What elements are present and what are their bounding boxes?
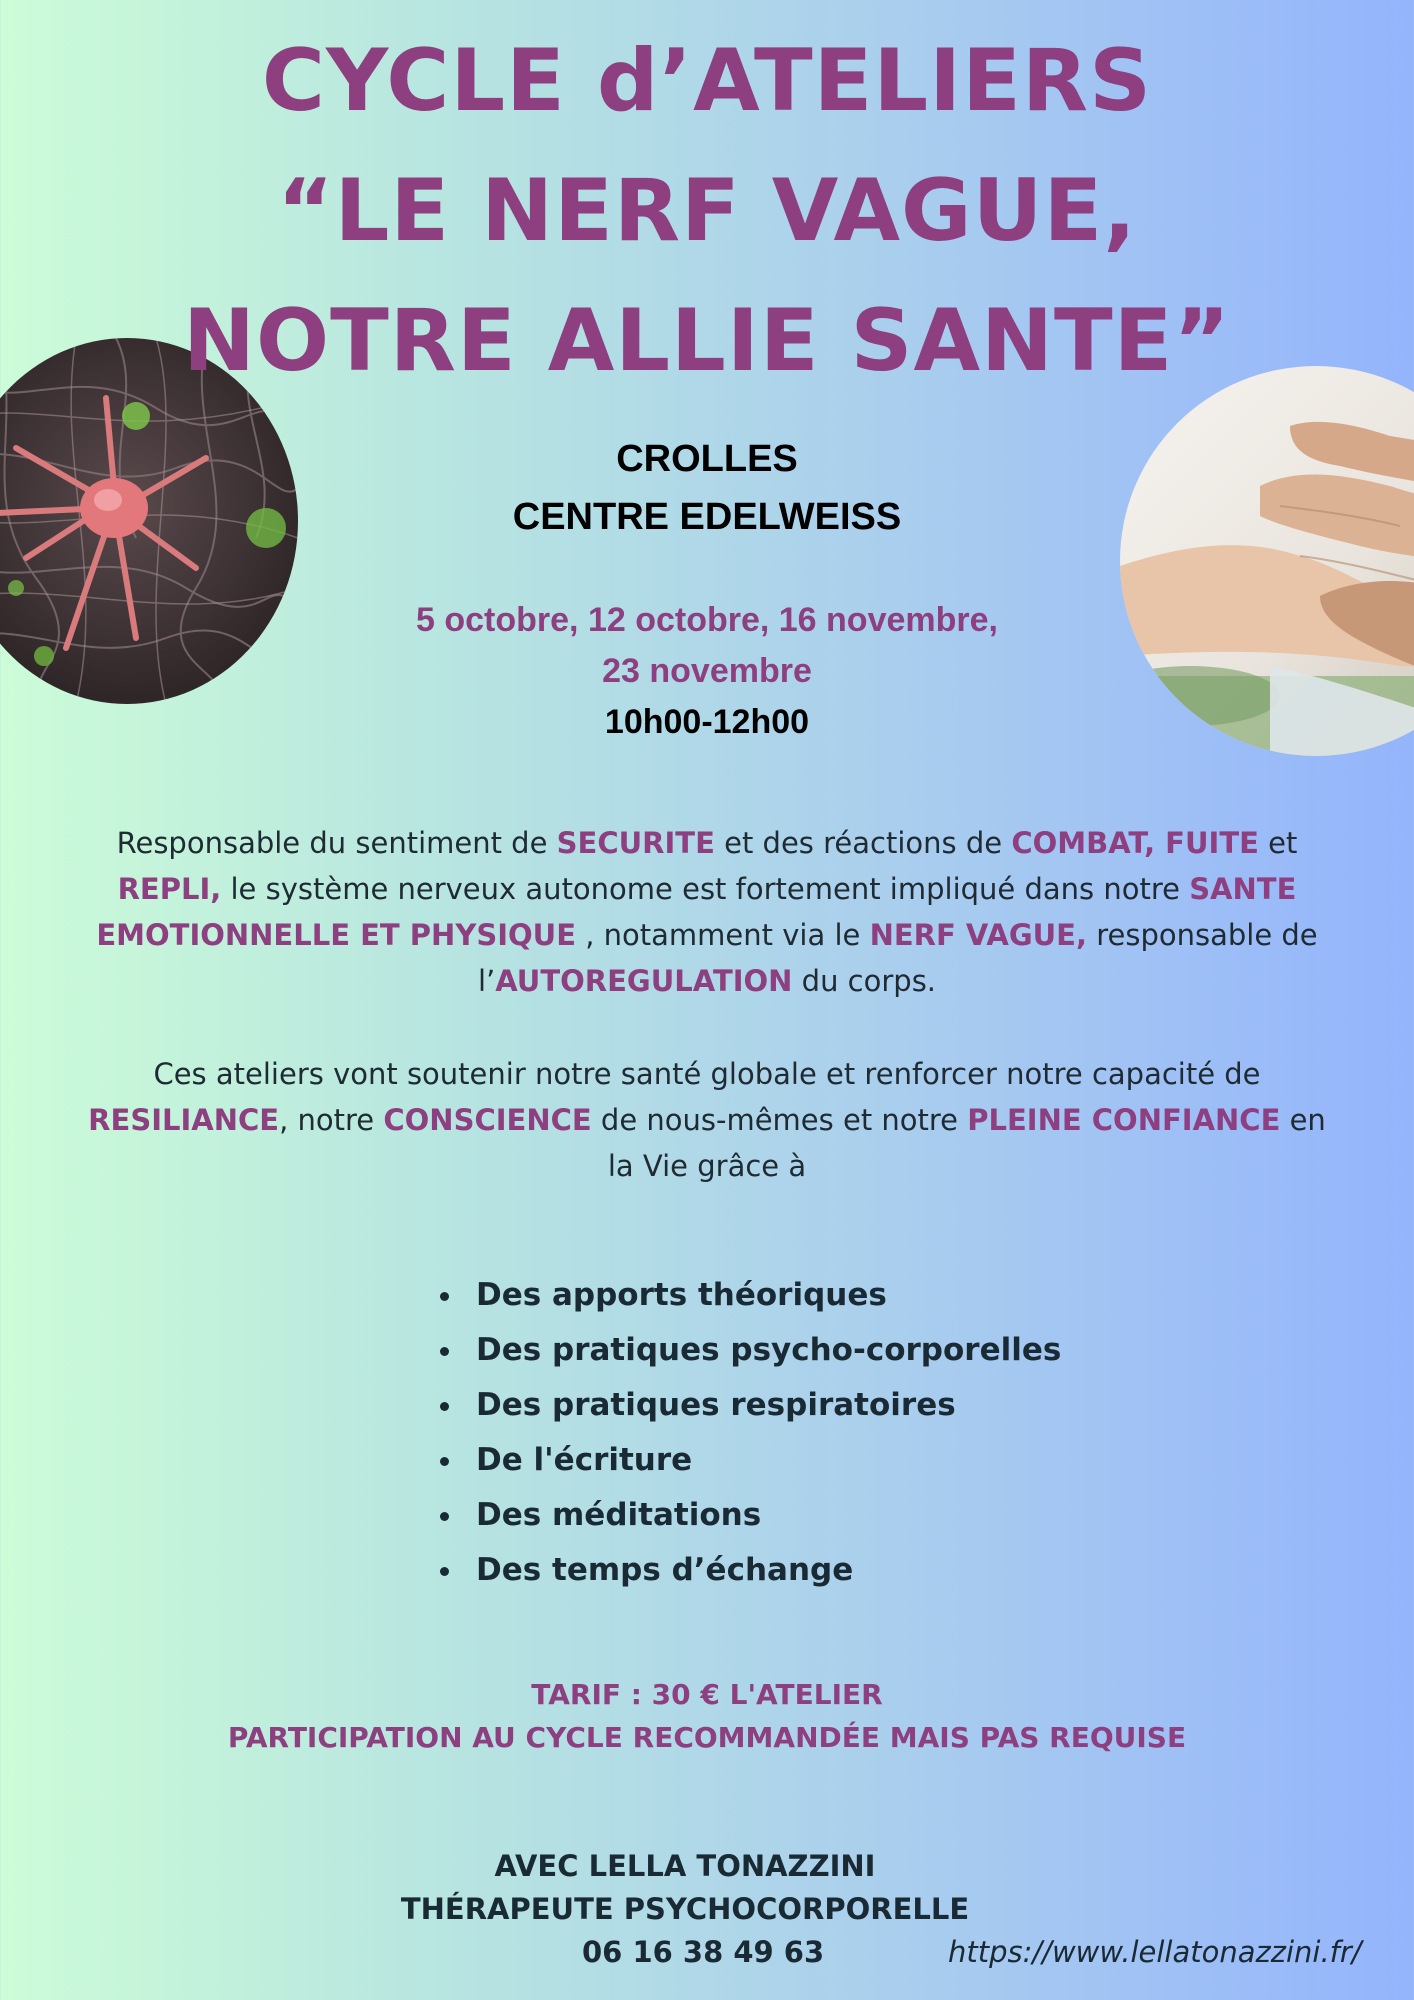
intro-paragraph bbox=[75, 820, 1339, 1004]
support-paragraph bbox=[75, 1051, 1339, 1189]
bullet-icon bbox=[440, 1347, 449, 1356]
contact-phone[interactable]: 06 16 38 49 63 bbox=[582, 1935, 825, 1969]
support-text: Ces ateliers vont soutenir notre santé globale et renforcer notre capacité de bbox=[153, 1057, 1261, 1091]
title-line-3: NOTRE ALLIE SANTE” bbox=[183, 291, 1231, 391]
list-item bbox=[440, 1378, 1140, 1433]
bullet-icon bbox=[440, 1567, 449, 1576]
list-item bbox=[440, 1268, 1140, 1323]
list-item bbox=[440, 1488, 1140, 1543]
activity-label: Des pratiques respiratoires bbox=[476, 1387, 956, 1423]
pricing-tarif: TARIF : 30 € L'ATELIER bbox=[531, 1678, 883, 1711]
contact-role: THÉRAPEUTE PSYCHOCORPORELLE bbox=[400, 1892, 970, 1926]
hours: 10h00-12h00 bbox=[604, 703, 810, 741]
highlight-pleine-confiance: PLEINE CONFIANCE bbox=[967, 1103, 1281, 1137]
contact-website-link[interactable]: https://www.lellatonazzini.fr/ bbox=[948, 1935, 1362, 1969]
hands-illustration bbox=[1120, 366, 1414, 756]
intro-text: Responsable du sentiment de bbox=[116, 826, 557, 860]
highlight-repli: REPLI, bbox=[117, 872, 222, 906]
activity-label: Des apports théoriques bbox=[476, 1277, 887, 1313]
activity-label: De l'écriture bbox=[476, 1442, 693, 1478]
activity-label: Des méditations bbox=[476, 1497, 762, 1533]
highlight-autoregulation: AUTOREGULATION bbox=[495, 964, 793, 998]
bullet-icon bbox=[440, 1457, 449, 1466]
title-line-1: CYCLE d’ATELIERS bbox=[261, 31, 1153, 131]
activities-list bbox=[440, 1268, 1140, 1598]
support-text: de nous-mêmes et notre bbox=[591, 1103, 968, 1137]
intro-text: responsable de l’ bbox=[477, 918, 1318, 998]
location-venue: CENTRE EDELWEISS bbox=[512, 496, 902, 538]
contact-name: AVEC LELLA TONAZZINI bbox=[494, 1849, 876, 1883]
highlight-securite: SECURITE bbox=[556, 826, 715, 860]
intro-text: et bbox=[1258, 826, 1298, 860]
intro-text: du corps. bbox=[792, 964, 937, 998]
highlight-resiliance: RESILIANCE bbox=[88, 1103, 280, 1137]
list-item bbox=[440, 1433, 1140, 1488]
support-text: en la Vie grâce à bbox=[607, 1103, 1326, 1183]
bullet-icon bbox=[440, 1292, 449, 1301]
intro-text: le système nerveux autonome est fortement impliqué dans notre bbox=[221, 872, 1190, 906]
hands-image bbox=[1120, 366, 1414, 756]
highlight-combat-fuite: COMBAT, FUITE bbox=[1011, 826, 1259, 860]
title-line-2: “LE NERF VAGUE, bbox=[277, 161, 1137, 261]
highlight-sante: SANTE EMOTIONNELLE ET PHYSIQUE bbox=[96, 872, 1297, 952]
pricing-note: PARTICIPATION AU CYCLE RECOMMANDÉE MAIS PAS REQUISE bbox=[227, 1721, 1187, 1754]
list-item bbox=[440, 1323, 1140, 1378]
bullet-icon bbox=[440, 1402, 449, 1411]
highlight-nerf-vague: NERF VAGUE, bbox=[869, 918, 1087, 952]
activity-label: Des pratiques psycho-corporelles bbox=[476, 1332, 1062, 1368]
intro-text: et des réactions de bbox=[714, 826, 1012, 860]
dates-line-2: 23 novembre bbox=[602, 652, 812, 690]
list-item bbox=[440, 1543, 1140, 1598]
intro-text: , notamment via le bbox=[576, 918, 870, 952]
dates-line-1: 5 octobre, 12 octobre, 16 novembre, bbox=[416, 601, 998, 639]
highlight-conscience: CONSCIENCE bbox=[383, 1103, 592, 1137]
support-text: , notre bbox=[279, 1103, 384, 1137]
bullet-icon bbox=[440, 1512, 449, 1521]
activity-label: Des temps d’échange bbox=[476, 1552, 854, 1588]
location-city: CROLLES bbox=[616, 438, 798, 480]
